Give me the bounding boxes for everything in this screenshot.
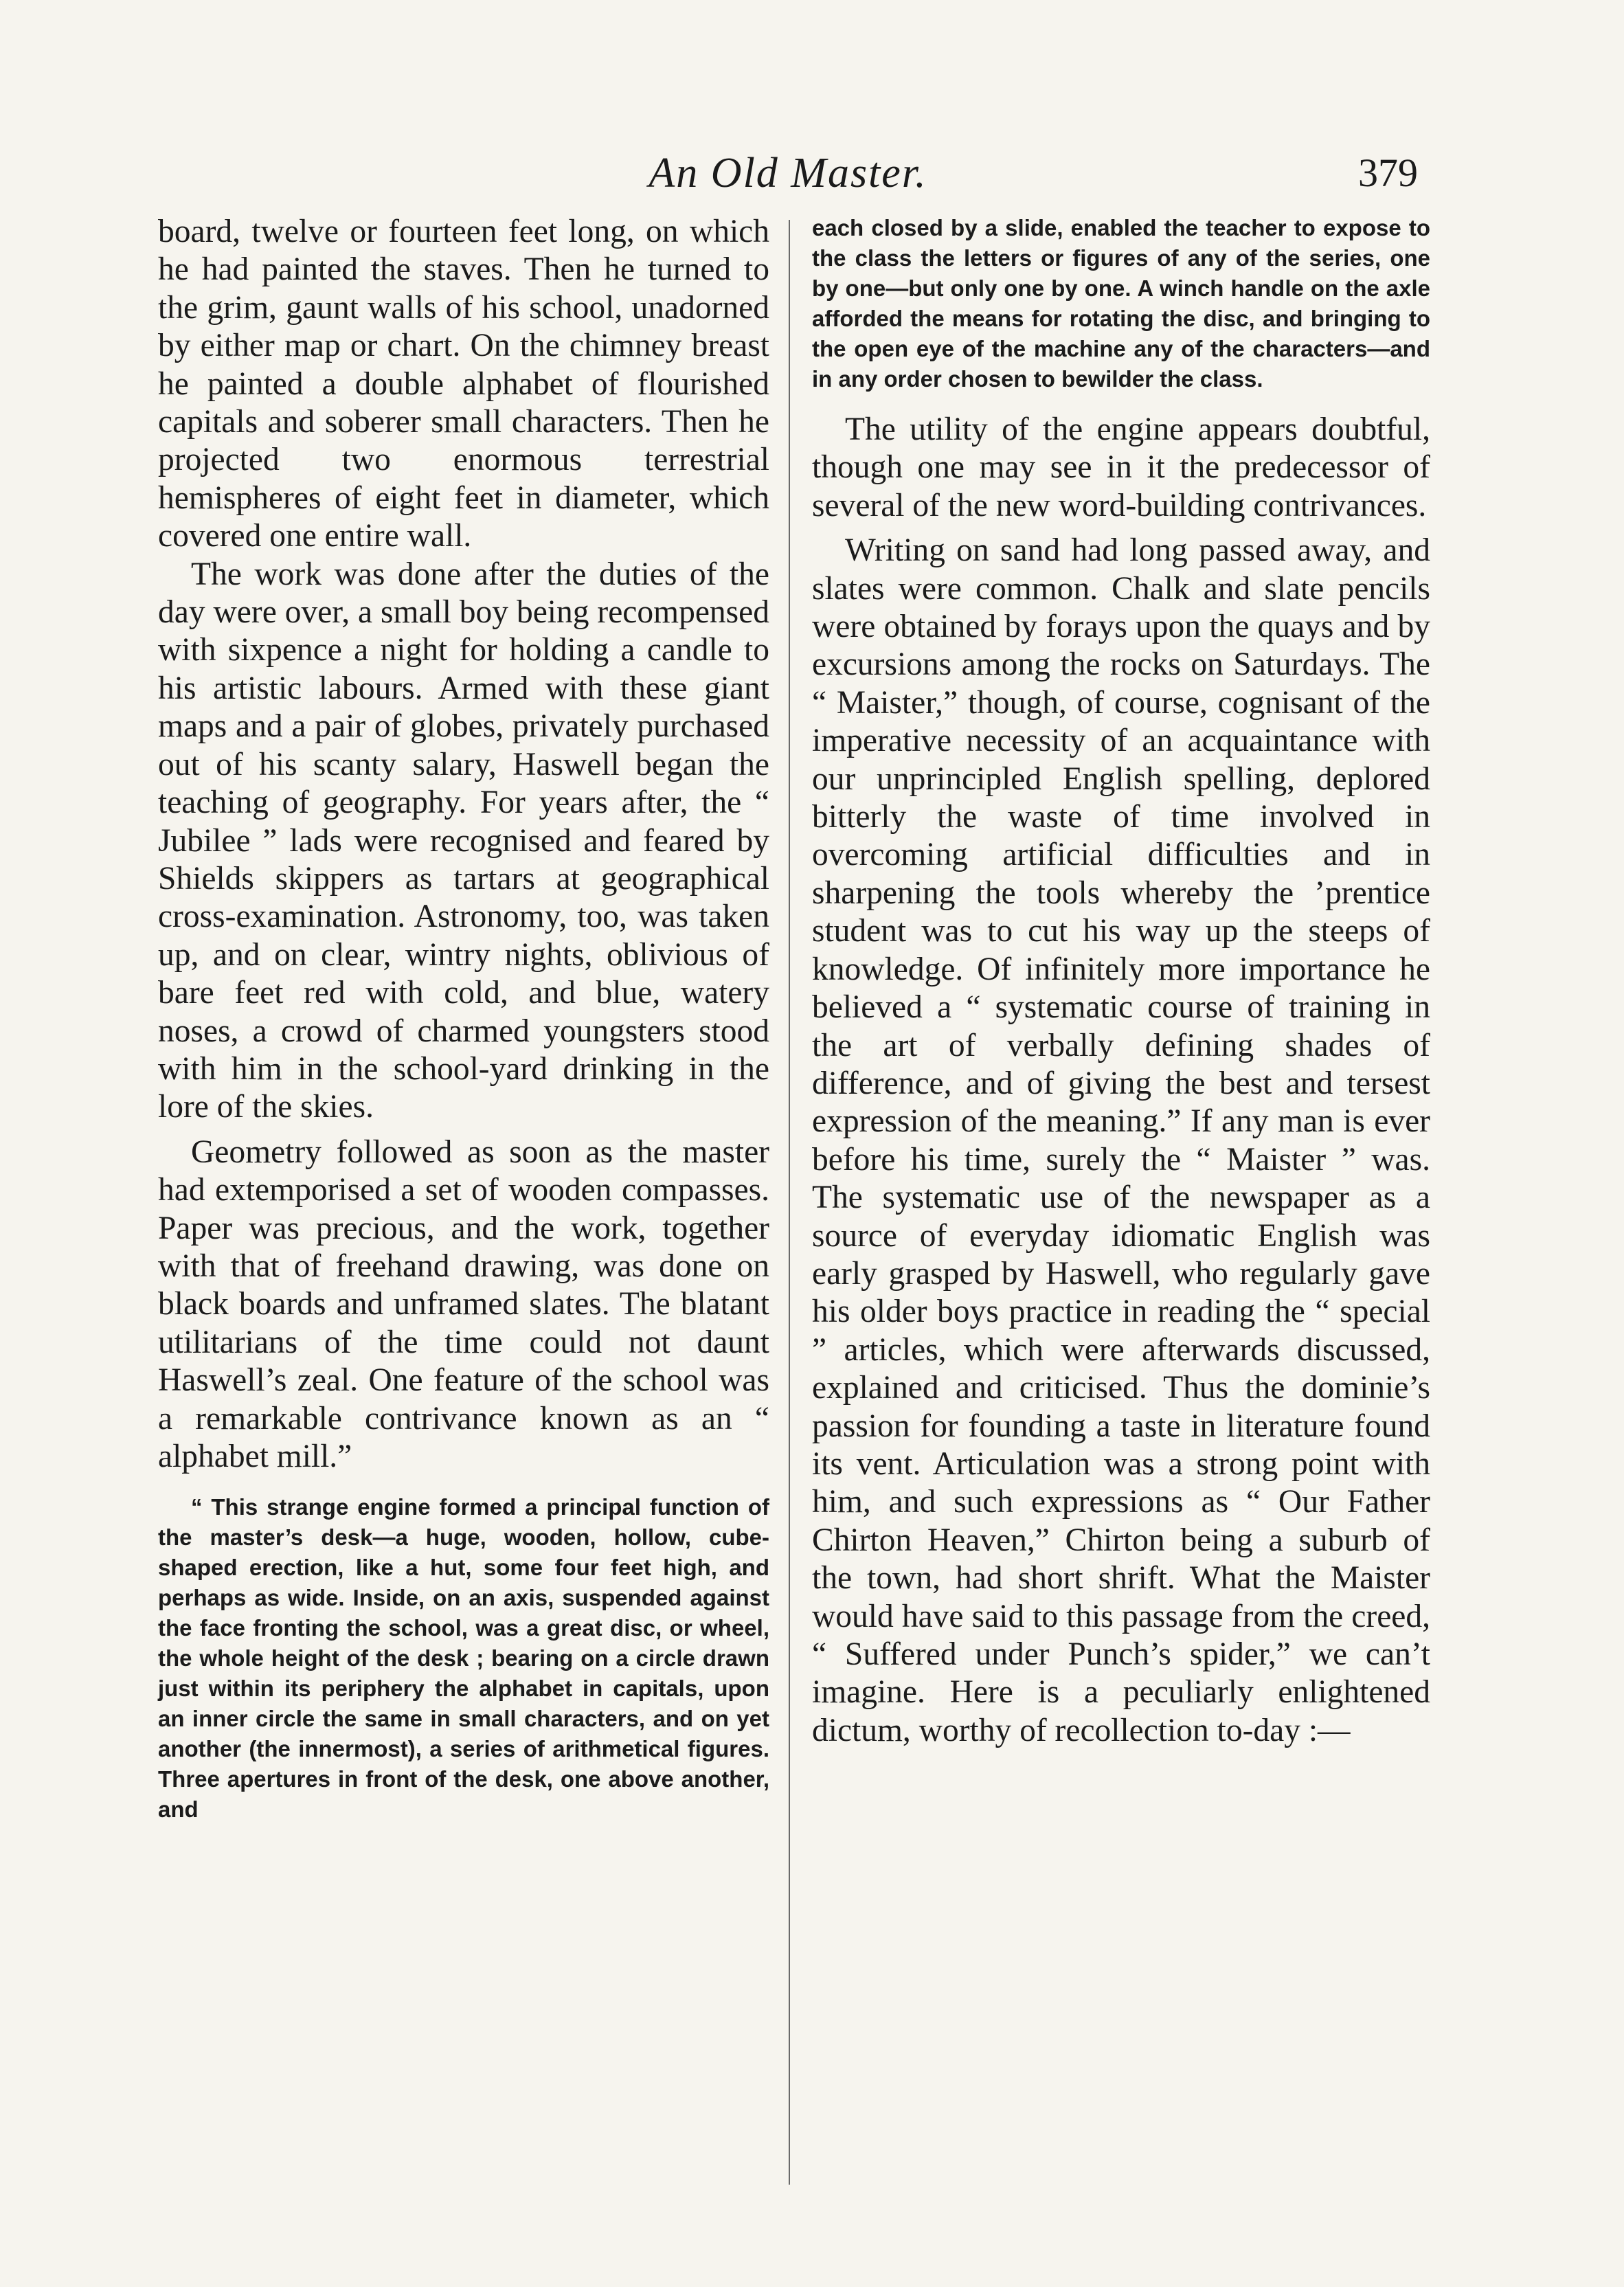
left-block-quote: “ This strange engine formed a principal function of the master’s desk—a huge, wooden, hollow, cube-shaped erection, like a hut, some four feet high, and perhaps as wide. Inside, on an axis, suspended against the face fronting the school, was a great disc, or wheel, the whole height of the desk ; bearing on a circle drawn just within its periphery the alphabet in capitals, upon an inner circle the same in small characters, and on yet another (the innermost), a series of arithmetical figures. Three apertures in front of the desk, one above another, and [158, 1494, 769, 1823]
running-title: An Old Master. [649, 150, 927, 196]
left-column [158, 213, 769, 1825]
right-column [812, 213, 1430, 1750]
right-paragraph-2: Writing on sand had long passed away, and slates were common. Chalk and slate pencils were obtained by forays upon the quays and by excursions among the rocks on Saturdays. The “ Maister,” though, of course, cognisant of the imperative necessity of an acquaintance with our unprincipled English spelling, deplored bitterly the waste of time involved in overcoming artificial difficulties and in sharpening the tools whereby the ’prentice student was to cut his way up the steeps of knowledge. Of infinitely more importance he believed a “ systematic course of training in the art of verbally defining shades of difference, and of giving the best and tersest expression of the meaning.” If any man is ever before his time, surely the “ Maister ” was. The systematic use of the newspaper as a source of everyday idiomatic English was early grasped by Haswell, who regularly gave his older boys practice in reading the “ special ” articles, which were afterwards discussed, explained and criticised. Thus the dominie’s passion for founding a taste in literature found its vent. Articulation was a strong point with him, and such expressions as “ Our Father Chirton Heaven,” Chirton being a suburb of the town, had short shrift. What the Maister would have said to this passage from the creed, “ Suffered under Punch’s spider,” we can’t imagine. Here is a peculiarly enlightened dictum, worthy of recollection to-day :— [812, 532, 1430, 1748]
left-paragraph-1: board, twelve or fourteen feet long, on which he had painted the staves. Then he turned to the grim, gaunt walls of his school, unadorned by either map or chart. On the chimney breast he painted a double alphabet of flourished capitals and soberer small characters. Then he projected two enormous terrestrial hemispheres of eight feet in diameter, which covered one entire wall. [158, 214, 769, 554]
left-paragraph-2: The work was done after the duties of the day were over, a small boy being recompensed with sixpence a night for holding a candle to his artistic labours. Armed with these giant maps and a pair of globes, privately purchased out of his scanty salary, Haswell began the teaching of geography. For years after, the “ Jubilee ” lads were recognised and feared by Shields skippers as tartars at geographical cross-examination. Astronomy, too, was taken up, and on clear, wintry nights, oblivious of bare feet red with cold, and blue, watery noses, a crowd of charmed youngsters stood with him in the school-yard drinking in the lore of the skies. [158, 556, 769, 1125]
page-number: 379 [1358, 150, 1418, 195]
left-paragraph-3: Geometry followed as soon as the master had extemporised a set of wooden compasses. Paper was precious, and the work, together with that of freehand drawing, was done on black boards and unframed slates. The blatant utilitarians of the time could not daunt Haswell’s zeal. One feature of the school was a remarkable contrivance known as an “ alphabet mill.” [158, 1134, 769, 1474]
right-paragraph-1: The utility of the engine appears doubtful, though one may see in it the predecessor of several of the new word-building contrivances. [812, 412, 1430, 523]
right-block-quote: each closed by a slide, enabled the teacher to expose to the class the letters or figures of any of the series, one by one—but only one by one. A winch handle on the axle afforded the means for rotating the disc, and bringing to the open eye of the machine any of the characters—and in any order chosen to bewilder the class. [812, 215, 1430, 392]
running-head [158, 146, 1418, 201]
column-divider [789, 220, 790, 2185]
